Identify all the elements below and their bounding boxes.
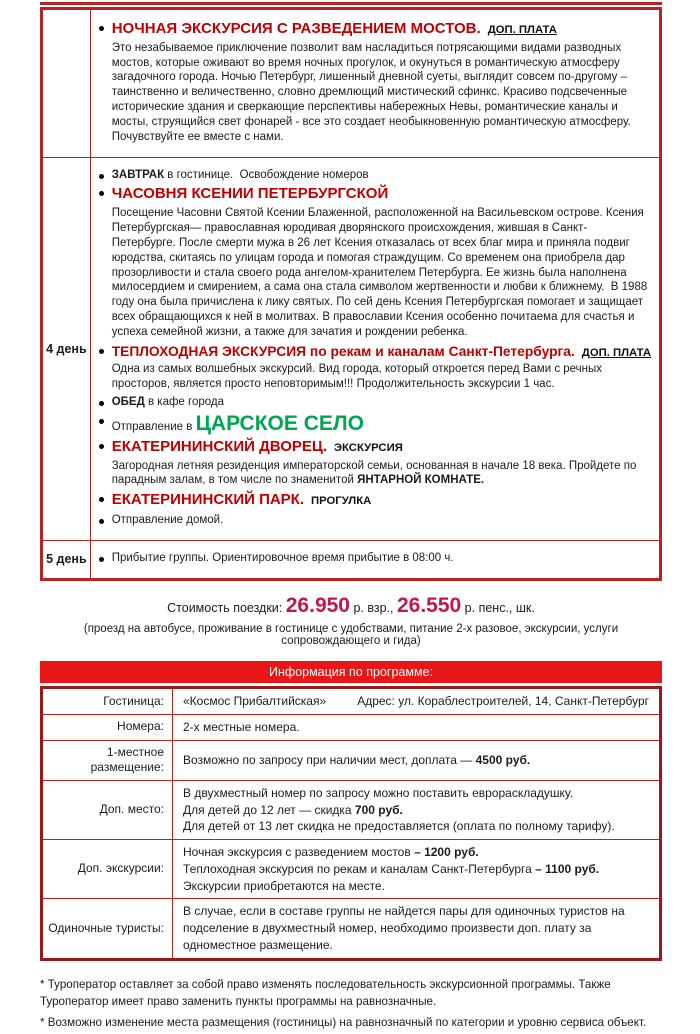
boat-tour-price-text: Теплоходная экскурсия по рекам и каналам Санкт-Петербурга bbox=[183, 861, 536, 876]
bullet-icon bbox=[99, 444, 104, 449]
palace-title-line bbox=[112, 438, 651, 457]
catherine-palace-item bbox=[97, 438, 651, 488]
day-cell-empty bbox=[42, 9, 91, 158]
bullet-icon bbox=[99, 401, 104, 406]
info-row-hotel bbox=[42, 687, 661, 714]
itinerary-row-day4 bbox=[42, 157, 661, 540]
itinerary-table bbox=[40, 7, 662, 581]
extra-bed-line3: Для детей от 13 лет скидка не предоставляется (оплата по полному тарифу). bbox=[183, 819, 615, 834]
pensioner-price-value: 26.550 bbox=[396, 593, 462, 617]
info-row-single-room bbox=[42, 740, 661, 780]
info-row-single-tourists bbox=[42, 899, 661, 959]
hotel-value-cell bbox=[173, 687, 661, 714]
bullet-icon bbox=[99, 557, 104, 562]
bullet-icon bbox=[99, 26, 104, 31]
hotel-address: Адрес: ул. Кораблестроителей, 14, Санкт-Петербург bbox=[357, 693, 649, 708]
breakfast-label: ЗАВТРАК bbox=[111, 168, 165, 181]
departure-home-text: Отправление домой. bbox=[111, 514, 224, 527]
lunch-text: в кафе города bbox=[144, 396, 224, 409]
adult-price-unit: р. взр., bbox=[349, 600, 397, 615]
chapel-description: Посещение Часовни Святой Ксении Блаженной, расположенной на Васильевском острове. Ксения Петербургская— православная юродивая дворянского происхождения, жившая в Санкт-Петербурге. После смерти мужа в 26 лет Ксения отказалась от всех благ мира и приняла подвиг юродства, скитаясь по улицам города и помогая страждущим. Со временем она приобрела дар прозорливости и стала своего рода ангелом-хранителем Петербурга. Ее жизнь была наполнена милосердием и смирением, а сама она стала символом жертвенности и любви к ближнему. В 1988 году она была причислена к лику святых. По сей день Ксения Петербургская помогает и защищает всех обращающихся к ней в молитвах. В православии Ксения особенно почитаема для счастья и успеха семейной жизни, а также для зачатия и рождении ребенка. bbox=[111, 207, 651, 338]
hotel-name: «Космос Прибалтийская» bbox=[183, 693, 327, 708]
catherine-park-item bbox=[97, 491, 651, 510]
chapel-item bbox=[97, 185, 651, 339]
lunch-item bbox=[97, 395, 651, 410]
pensioner-price-unit: р. пенс., шк. bbox=[461, 600, 535, 615]
boat-tour-description: Одна из самых волшебных экскурсий. Вид города, который откроется перед Вами с речных просторов, является просто неповторимым!!! Продолжительность экскурсии 1 час. bbox=[111, 363, 609, 391]
extra-tours-value bbox=[173, 840, 661, 899]
breakfast-text: в гостинице. Освобождение номеров bbox=[164, 168, 369, 181]
price-includes-note: (проезд на автобусе, проживание в гостинице с удобствами, питание 2-х разовое, экскурсии, услуги сопровождающего и гида) bbox=[83, 622, 619, 647]
extra-bed-label: Доп. место: bbox=[42, 780, 173, 839]
night-tour-surcharge-label: ДОП. ПЛАТА bbox=[487, 24, 557, 36]
bullet-icon bbox=[99, 497, 104, 502]
palace-description bbox=[112, 459, 651, 489]
extra-bed-line2 bbox=[183, 802, 649, 819]
hotel-label: Гостиница: bbox=[42, 687, 173, 714]
departure-home-item bbox=[97, 513, 651, 528]
lunch-label: ОБЕД bbox=[111, 396, 145, 409]
day5-cell bbox=[90, 540, 660, 579]
amber-room-highlight: ЯНТАРНОЙ КОМНАТЕ. bbox=[357, 474, 485, 487]
single-tourists-label: Одиночные туристы: bbox=[42, 899, 173, 959]
night-tour-price: – 1200 руб. bbox=[414, 845, 479, 860]
tsarskoe-selo-title: ЦАРСКОЕ СЕЛО bbox=[195, 411, 364, 435]
program-info-banner: Информация по программе: bbox=[40, 661, 662, 683]
footnote-operator-rights: * Туроператор оставляет за собой право изменять последовательность экскурсионной программы. Также Туроператор имеет право заменить пункты программы на равнозначные. bbox=[40, 977, 611, 1009]
day4-cell bbox=[90, 157, 660, 540]
boat-tour-title: ТЕПЛОХОДНАЯ ЭКСКУРСИЯ по рекам и каналам Санкт-Петербурга. bbox=[111, 343, 575, 359]
program-info-table bbox=[40, 686, 662, 961]
table-top-fragment-line bbox=[40, 2, 662, 5]
footnotes bbox=[40, 976, 662, 1031]
bullet-icon bbox=[99, 174, 104, 179]
bullet-icon bbox=[99, 519, 104, 524]
night-tour-title-line bbox=[112, 20, 651, 39]
info-row-extra-tours bbox=[42, 840, 661, 899]
breakfast-item bbox=[97, 168, 651, 183]
night-tour-title: НОЧНАЯ ЭКСКУРСИЯ С РАЗВЕДЕНИЕМ МОСТОВ. bbox=[111, 20, 481, 37]
info-row-rooms bbox=[42, 714, 661, 740]
page-content bbox=[40, 7, 662, 1034]
day-cell-4: 4 день bbox=[42, 157, 91, 540]
boat-tour-item bbox=[97, 343, 651, 392]
night-tour-item bbox=[97, 20, 651, 145]
single-room-label: 1-местное размещение: bbox=[42, 740, 173, 780]
park-title-line bbox=[112, 491, 651, 510]
catherine-palace-title: ЕКАТЕРИНИНСКИЙ ДВОРЕЦ. bbox=[111, 437, 328, 455]
palace-description-text: Загородная летняя резиденция императорской семьи, основанная в начале 18 века. Пройдете по парадным залам, в том числе по знаменитой bbox=[111, 459, 640, 487]
single-room-value bbox=[173, 740, 661, 780]
price-line bbox=[40, 594, 662, 618]
footnote-hotel-change: * Возможно изменение места размещения (гостиницы) на равнозначный по категории и уровню сервиса объект. bbox=[40, 1015, 647, 1029]
departure-tsarskoe-item bbox=[97, 413, 651, 435]
rooms-value: 2-х местные номера. bbox=[173, 714, 661, 740]
boat-tour-title-line bbox=[112, 343, 651, 361]
boat-tour-price: – 1100 руб. bbox=[535, 861, 600, 876]
single-room-price: 4500 руб. bbox=[475, 752, 531, 767]
extra-bed-value bbox=[173, 780, 661, 839]
extra-tours-line1 bbox=[183, 844, 649, 861]
price-label: Стоимость поездки: bbox=[167, 600, 286, 615]
info-row-extra-bed bbox=[42, 780, 661, 839]
chapel-title: ЧАСОВНЯ КСЕНИИ ПЕТЕРБУРГСКОЙ bbox=[111, 185, 389, 203]
night-tour-price-text: Ночная экскурсия с разведением мостов bbox=[183, 845, 415, 860]
adult-price-value: 26.950 bbox=[285, 593, 350, 617]
arrival-text: Прибытие группы. Ориентировочное время прибытие в 08:00 ч. bbox=[111, 551, 454, 564]
extra-bed-line1: В двухместный номер по запросу можно поставить еврораскладушку. bbox=[183, 785, 574, 800]
itinerary-row-night bbox=[42, 9, 661, 158]
boat-tour-surcharge-label: ДОП. ПЛАТА bbox=[581, 346, 651, 359]
park-walk-tag: ПРОГУЛКА bbox=[311, 495, 372, 508]
palace-excursion-tag: ЭКСКУРСИЯ bbox=[334, 441, 403, 454]
single-tourists-value: В случае, если в составе группы не найдется пары для одиночных туристов на подселение в двухместный номер, необходимо произвести доп. плату за одноместное размещение. bbox=[173, 899, 661, 959]
bullet-icon bbox=[99, 349, 104, 354]
bullet-icon bbox=[99, 191, 104, 196]
night-tour-cell bbox=[90, 9, 660, 158]
extra-bed-line2-text: Для детей до 12 лет — скидка bbox=[183, 802, 355, 817]
extra-tours-label: Доп. экскурсии: bbox=[42, 840, 173, 899]
extra-tours-line3: Экскурсии приобретаются на месте. bbox=[183, 878, 385, 893]
catherine-park-title: ЕКАТЕРИНИНСКИЙ ПАРК. bbox=[111, 491, 305, 509]
extra-bed-discount: 700 руб. bbox=[354, 802, 403, 817]
chapel-title-line bbox=[112, 185, 651, 204]
extra-tours-line2 bbox=[183, 861, 649, 878]
departure-prefix: Отправление в bbox=[111, 420, 196, 433]
day-cell-5: 5 день bbox=[42, 540, 91, 579]
bullet-icon bbox=[99, 419, 104, 424]
rooms-label: Номера: bbox=[42, 714, 173, 740]
single-room-text: Возможно по запросу при наличии мест, доплата — bbox=[183, 752, 476, 767]
arrival-item bbox=[97, 551, 651, 566]
night-tour-description: Это незабываемое приключение позволит вам насладиться потрясающими видами разводных мостов, которые оживают во время ночных прогулок, и окунуться в романтическую атмосферу загадочного города. Ночью Петербург, лишенный дневной суеты, выглядит совсем по-другому – таинственно и величественно, словно дремлющий мистический сфинкс. Красиво подсвеченные исторические здания и сверкающие перспективы набережных Невы, романтические каналы и мосты, струящийся свет фонарей - все это создает необыкновенную романтическую атмосферу. Почувствуйте ее вместе с нами. bbox=[111, 41, 634, 143]
itinerary-row-day5 bbox=[42, 540, 661, 579]
